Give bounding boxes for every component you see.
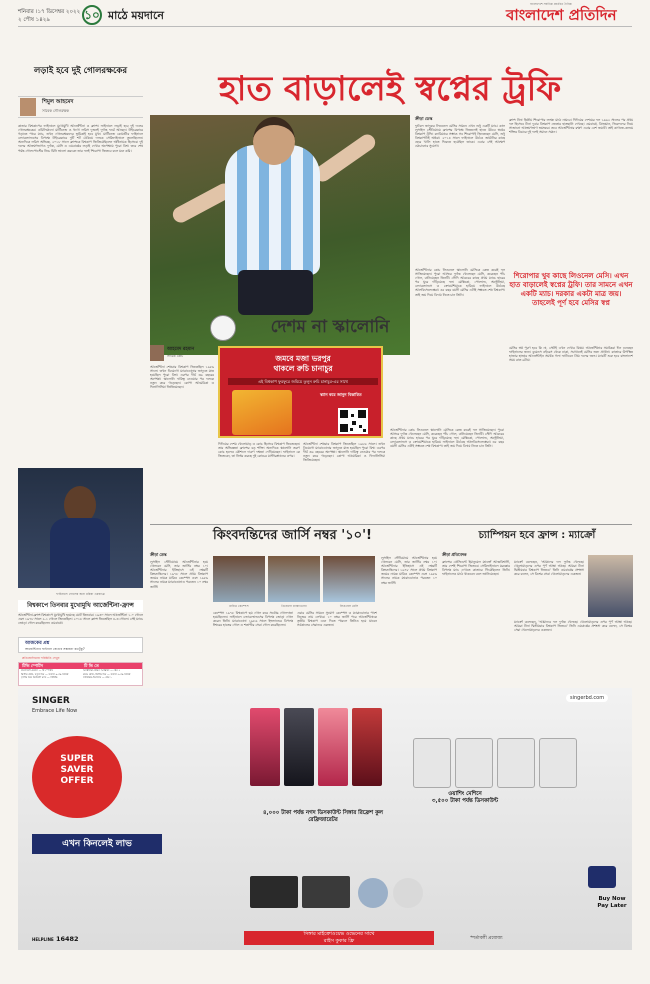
card-icon [588, 866, 616, 888]
main-col-4: মেসির স্বপ্ন পূরণ হবে কি না, সেটাই এখন দেখার বিষয়। আর্জেন্টিনার সমর্থকরা দিন গুনছেন ফাইনালের জন্য। বুয়েনস এইরেস থেকে ঢাকা, সবখানেই মেসির জন্য প্রার্থনা। কাতারে উপস্থিত হাজার হাজার আর্জেন্টাইন সমর্থক গলা ফাটাবেন প্রিয় দলের জন্য। ম্যাচটি শুরু হবে বাংলাদেশ সময় রাত ৯টায়। [509, 346, 633, 363]
schedule-row: বাংলাদেশ-ভারত — টি স্পোর্টস [21, 669, 54, 672]
schedule-row: অস্ট্রেলিয়া-দক্ষিণ আফ্রিকা — টেন ২ [83, 669, 121, 672]
france-col-1: ফ্রান্সের প্রেসিডেন্ট ইমানুয়েল ম্যাক্রোঁ আত্মবিশ্বাসী, তার দেশই শিরোপা জিতবে। সেমিফাইনালে মরক্কোর বিপক্ষে ম্যাচ দেখতে কাতারে গিয়েছিলেন তিনি। ফাইনালেও মাঠে থাকবেন বলে জানিয়েছেন। [442, 560, 510, 577]
caption-maradona: ডিয়েগো ম্যারাডোনা [281, 604, 307, 608]
player-shirt-shape [50, 518, 110, 588]
schedule-row: দ্বিতীয় টেস্ট, চতুর্থ দিন — সকাল ৯-৩০ মিনিট [21, 672, 69, 676]
left-column-body: কাতার বিশ্বকাপের ফাইনালে মুখোমুখি আর্জেন্টিনা ও ফ্রান্স। ফাইনালে লড়াই হবে দুই দলের গোলরক্ষকের। এমিলিয়ানো মার্টিনেজ ও হুগো লরিস দুজনই দুর্দান্ত ফর্মে আছেন। টাইব্রেকারে গড়াতে পারে ম্যাচ, তখন গোলরক্ষকদের ভূমিকাই হবে মুখ্য। মার্টিনেজ কোয়ার্টার ফাইনালে নেদারল্যান্ডসের বিপক্ষে টাইব্রেকারে দুটি শট ঠেকিয়ে দলকে সেমিফাইনালে তুলেছিলেন। অন্যদিকে লরিস অভিজ্ঞ, ২০১৮ সালে ফ্রান্সকে বিশ্বকাপ জিতিয়েছিলেন অধিনায়ক হিসেবে। দুই দলের আক্রমণভাগও দুর্দান্ত, মেসি ও এমবাপ্পের লড়াই দেখার অপেক্ষায় পুরো বিশ্ব। তবে শেষ পর্যন্ত গোলপোস্টের নিচে যিনি ভালো করবেন তার দলই শিরোপা জিতবে বলে মনে করি। [18, 124, 143, 153]
main-headline: হাত বাড়ালেই স্বপ্নের ট্রফি [218, 69, 562, 109]
badge-line-1: SUPER [60, 754, 94, 764]
sub-author-name: আহমেদ রহমান [167, 347, 195, 352]
ad-slogan-line-1: জমবে মজা ভরপুর [275, 354, 331, 363]
fridge-image-2 [284, 708, 314, 786]
fridge-image-3 [318, 708, 348, 786]
pull-quote: শিরোপার খুব কাছে লিওনেল মেসি। এখন হাত বাড়ালেই স্বপ্নের ট্রফি। তার সামনে এখন একটি ম্যাচ। দরকার একটা মাত্র জয়। তাহলেই পূর্ণ হবে মেসির স্বপ্ন [509, 272, 633, 307]
date-line-1: শনিবার ।১৭ ডিসেম্বর ২০২২ [18, 9, 81, 15]
snack-advertisement [218, 346, 383, 438]
tv-schedule-heading: টিভি স্পোর্টস [19, 663, 81, 669]
macron-photo [588, 555, 633, 617]
header-divider [18, 26, 632, 27]
sub-headline: দেশম না স্কালোনি [270, 317, 390, 337]
main-byline: ক্রীড়া ডেস্ক [415, 116, 433, 121]
info-box-title: বিশ্বকাপে তিনবার মুখোমুখি আর্জেন্টিনা-ফ্রান্স [18, 600, 143, 612]
fridge-offer-text: ৪,০০০ টাকা পর্যন্ত নগদ ডিসকাউন্ট সিঙ্গার রিফ্রেশ কুল রেফ্রিজারেটর [262, 810, 384, 823]
today-question-box [18, 637, 143, 653]
newspaper-logo: বাংলাদেশ প্রতিদিন [506, 6, 617, 24]
washer-offer-text: ৩,৫০০ টাকা পর্যন্ত ডিসকাউন্ট [431, 798, 499, 804]
washer-image-3 [497, 738, 535, 788]
author-role: সাবেক গোলরক্ষক [42, 108, 69, 113]
ribbon-line-2: রাইস কুকার ফ্রি [323, 938, 355, 944]
microwave-image-1 [250, 876, 298, 908]
date-line-2: ২ পৌষ ১৪২৯ [18, 17, 50, 23]
singer-tagline: Embrace Life Now [32, 708, 78, 714]
today-question-text: আর্জেন্টিনার ফাইনাল জেতার সম্ভাবনা কতটুকু? [25, 647, 85, 651]
super-saver-badge [32, 736, 122, 818]
tv-schedule2-heading: টি ভি তে [81, 663, 143, 669]
washer-image-4 [539, 738, 577, 788]
jersey-col-3: এবার মেসির সামনে সুযোগ কেম্পেস ও ম্যারাডোনার পাশে নিজের নাম লেখার। ১০ নম্বর জার্সি পরে আর্জেন্টিনাকে তৃতীয় বিশ্বকাপ এনে দিতে পারলে তিনিও হয়ে যাবেন সর্বকালের সেরাদের একজন। [297, 611, 377, 628]
badge-line-3: OFFER [60, 776, 94, 786]
jersey-col-1: লুসাইল স্টেডিয়ামে আর্জেন্টিনার হয়ে খেলবেন মেসি, তার জার্সির নম্বর ১০। আর্জেন্টিনার ইতিহাসে এই নম্বরটি কিংবদন্তিদের। ১৯৭৮ সালে প্রথম বিশ্বকাপ জয়ের নায়ক মারিও কেম্পেস এবং ১৯৮৬ সালের নায়ক ম্যারাডোনাও পরতেন ১০ নম্বর জার্সি। [150, 560, 208, 589]
info-box-body: আর্জেন্টিনা-ফ্রান্স বিশ্বকাপে মুখোমুখি হয়েছে মোট তিনবার। ১৯৩০ সালে আর্জেন্টিনা ১-০ গোলে এবং ১৯৭৮ সালে ২-১ গোলে জিতেছিল। ২০১৮ সালে ফ্রান্স জিতেছিল ৪-৩ গোলে। সেই ম্যাচে জোড়া গোল করেছিলেন এমবাপ্পে। [18, 613, 143, 626]
mbappe-photo [18, 468, 143, 588]
main-col-3: ফ্রান্স টানা দ্বিতীয় শিরোপার লক্ষ্যে মাঠে নামবে। দিদিয়ের দেশমের দল ১৯৬২ সালের পর প্রথম দল হিসেবে টানা দুবার বিশ্বকাপ জেতার হাতছানি দেখছে। এমবাপ্পে, গ্রিজমান, জিরুদদের নিয়ে সাজানো আক্রমণভাগ ভয়ংকর। তবে আর্জেন্টিনার রক্ষণ এবার বেশ জমাট। তাই কাগজে-কলমে শক্তির বিচারে দুই দলই সমানে সমান। [509, 118, 633, 135]
buy-now-pay-later: Buy Now Pay Later [597, 896, 627, 909]
france-byline: ক্রীড়া প্রতিবেদক [442, 552, 467, 557]
microwave-image-2 [302, 876, 350, 908]
today-question-label: আজকের প্রশ্ন [25, 641, 50, 646]
singer-url[interactable]: singerbd.com [566, 694, 608, 702]
tv-schedule2-column [81, 663, 143, 680]
main-col-2: আর্জেন্টিনার কোচ লিওনেল স্কালোনি মেসিকে কেন্দ্র করেই দল সাজিয়েছেন। পুরো আসরে দুর্দান্ত খেলেছেন মেসি, করেছেন পাঁচ গোল, বানিয়েছেন তিনটি। সৌদি আরবের কাছে প্রথম ম্যাচে হারের পর ঘুরে দাঁড়িয়েছে দল। মেক্সিকো, পোল্যান্ড, অস্ট্রেলিয়া, নেদারল্যান্ডস ও ক্রোয়েশিয়াকে হারিয়ে ফাইনালে উঠেছে আলবিসেলেস্তেরা। ৩৫ বছর বয়সী মেসির এটাই সম্ভবত শেষ বিশ্বকাপ। তাই জয় দিয়ে বিদায় নিতে চান তিনি। [415, 268, 505, 297]
contest-note: প্রতিযোগিতার পরিচিতি দেখুন [22, 656, 60, 660]
ribbon-line-1: সিঙ্গার মাইক্রোওয়েভ ওভেনের সাথে [303, 931, 375, 937]
sub-col-2: দিদিয়ের দেশম খেলোয়াড় ও কোচ হিসেবে বিশ্বকাপ জিতেছেন। তার অভিজ্ঞতা ফ্রান্সের বড় শক্তি। অন্যদিকে স্কালোনি তরুণ কোচ হলেও কৌশলে দারুণ দক্ষতা দেখিয়েছেন। ফাইনালে কে জিতবেন, তা নির্ভর করছে দুই কোচের মাস্টারপ্ল্যানের ওপর। [218, 442, 300, 459]
section-divider [150, 524, 632, 525]
player-arm-right [312, 131, 379, 184]
main-col-1: ফুটবল জাদুকর লিওনেল মেসির সামনে এখন শুধু একটি ম্যাচ। কাল লুসাইল স্টেডিয়ামে ফ্রান্সের বিপক্ষে জিতলেই হাতে উঠবে স্বপ্নের বিশ্বকাপ ট্রফি। ক্যারিয়ারে সম্ভাব্য সব শিরোপাই জিতেছেন মেসি, শুধু বিশ্বকাপটাই অধরা। ২০১৪ সালে ফাইনালে উঠেও জার্মানির কাছে হেরে খালি হাতে ফিরতে হয়েছিল তাকে। এবার সেই আক্ষেপ ঘোচানোর সুযোগ। [415, 124, 505, 149]
logo-tagline: বাংলাদেশে সর্বাধিক প্রচারিত দৈনিক [530, 2, 572, 6]
sub-col-3: আর্জেন্টিনা শেষবার বিশ্বকাপ জিতেছিল ১৯৮৬ সালে। তখন ডিয়েগো ম্যারাডোনার জাদুতে মাত হয়েছিল পুরো বিশ্ব। এরপর দীর্ঘ ৩৬ বছরের অপেক্ষা। স্কালোনি দায়িত্ব নেওয়ার পর দলকে নতুন করে গড়েছেন। কোপা আমেরিকা ও ফিনালিসিমা জিতিয়েছেন। [303, 442, 385, 463]
france-col-2: ম্যাক্রোঁ বলেছেন, 'আমাদের দল দুর্দান্ত খেলছে। খেলোয়াড়দের ওপর পূর্ণ আস্থা আছে। আমরা টানা দ্বিতীয়বার বিশ্বকাপ জিতব।' তিনি এমবাপ্পের প্রশংসা করে বলেন, সে বিশ্বের সেরা খেলোয়াড়দের একজন। [514, 560, 584, 577]
jersey-headline: কিংবদন্তিদের জার্সি নম্বর '১০'! [213, 528, 372, 543]
france-headline: চ্যাম্পিয়ন হবে ফ্রান্স : ম্যাক্রোঁ [478, 530, 596, 541]
fridge-image-1 [250, 708, 280, 786]
maradona-photo [268, 556, 320, 602]
qr-code-icon[interactable] [338, 408, 368, 434]
caption-messi: লিওনেল মেসি [339, 604, 359, 608]
rice-cooker-image-1 [358, 878, 388, 908]
kempes-photo [213, 556, 265, 602]
header-date [18, 8, 80, 24]
sub-author-avatar [150, 345, 164, 361]
singer-advertisement [18, 688, 632, 950]
schedule-row: পাকিস্তান-ইংল্যান্ড — টেন ১ [83, 676, 112, 680]
left-column-headline: লড়াই হবে দুই গোলরক্ষকের [33, 66, 128, 76]
singer-logo: SINGER [32, 696, 70, 706]
ad-slogan-line-2: থাকলে রুচি চানাচুর [273, 364, 333, 373]
messi-small-photo [323, 556, 375, 602]
terms-note: *শর্তাবলী প্রযোজ্য [470, 936, 503, 941]
schedule-row: প্রথম টেস্ট, দ্বিতীয় দিন — সকাল ৬-৩০ মিনিট [83, 672, 131, 676]
sub-col-1: আর্জেন্টিনা শেষবার বিশ্বকাপ জিতেছিল ১৯৮৬ সালে। তখন ডিয়েগো ম্যারাডোনার জাদুতে মাত হয়েছিল পুরো বিশ্ব। এরপর দীর্ঘ ৩৬ বছরের অপেক্ষা। স্কালোনি দায়িত্ব নেওয়ার পর দলকে নতুন করে গড়েছেন। কোপা আমেরিকা ও ফিনালিসিমা জিতিয়েছেন। [150, 365, 214, 390]
mbappe-caption: ফাইনালে গোলের জন্য মরিয়া এমবাপ্পে [56, 592, 105, 596]
helpline-label: HELPLINE [32, 937, 54, 942]
badge-line-2: SAVER [60, 765, 94, 775]
snack-pack-image [232, 390, 292, 435]
author-avatar [20, 98, 36, 116]
tv-schedule-panel [18, 662, 143, 686]
microwave-offer-ribbon [244, 931, 434, 945]
ad-subline: এই বিশ্বকাপ ফুরফুরে জমিয়ে তুলুন রুচি চানাচুর-এর সাথে [228, 378, 378, 385]
tv-schedule-column [19, 663, 81, 680]
fridge-image-4 [352, 708, 382, 786]
sub-author-role: সাবেক কোচ [167, 354, 184, 358]
washer-offer [410, 791, 520, 805]
ad-slogan [228, 354, 378, 374]
washer-image-2 [455, 738, 493, 788]
author-name: শিমুল আহমেদ [42, 99, 74, 105]
ad-scan-text: স্ক্যান করে জানুন বিস্তারিত [320, 392, 362, 397]
helpline-number[interactable]: 16482 [55, 935, 79, 943]
washer-offer-title: ওয়াশিং মেশিনে [448, 791, 482, 797]
player-shorts [238, 270, 313, 315]
jersey-col-2: কেম্পেস ১৯৭৮ বিশ্বকাপে ছয় গোল করে সর্বোচ্চ গোলদাতা হয়েছিলেন। ফাইনালে নেদারল্যান্ডসের বিপক্ষে জোড়া গোল করেন তিনি। ম্যারাডোনা ১৯৮৬ সালে ইংল্যান্ডের বিপক্ষে ঈশ্বরের হাতের গোল ও শতাব্দীর সেরা গোল করেছিলেন। [213, 611, 293, 628]
france-col-3: ম্যাক্রোঁ বলেছেন, 'আমাদের দল দুর্দান্ত খেলছে। খেলোয়াড়দের ওপর পূর্ণ আস্থা আছে। আমরা টানা দ্বিতীয়বার বিশ্বকাপ জিতব।' তিনি এমবাপ্পের প্রশংসা করে বলেন, সে বিশ্বের সেরা খেলোয়াড়দের একজন। [514, 620, 632, 633]
player-head [253, 117, 295, 165]
helpline [32, 935, 79, 943]
author-box [18, 96, 143, 118]
rice-cooker-image-2 [393, 878, 423, 908]
main-col-5: আর্জেন্টিনার কোচ লিওনেল স্কালোনি মেসিকে কেন্দ্র করেই দল সাজিয়েছেন। পুরো আসরে দুর্দান্ত খেলেছেন মেসি, করেছেন পাঁচ গোল, বানিয়েছেন তিনটি। সৌদি আরবের কাছে প্রথম ম্যাচে হারের পর ঘুরে দাঁড়িয়েছে দল। মেক্সিকো, পোল্যান্ড, অস্ট্রেলিয়া, নেদারল্যান্ডস ও ক্রোয়েশিয়াকে হারিয়ে ফাইনালে উঠেছে আলবিসেলেস্তেরা। ৩৫ বছর বয়সী মেসির এটাই সম্ভবত শেষ বিশ্বকাপ। তাই জয় দিয়ে বিদায় নিতে চান তিনি। [390, 428, 504, 449]
section-title: মাঠে ময়দানে [108, 9, 164, 22]
jersey-col-4: লুসাইল স্টেডিয়ামে আর্জেন্টিনার হয়ে খেলবেন মেসি, তার জার্সির নম্বর ১০। আর্জেন্টিনার ইতিহাসে এই নম্বরটি কিংবদন্তিদের। ১৯৭৮ সালে প্রথম বিশ্বকাপ জয়ের নায়ক মারিও কেম্পেস এবং ১৯৮৬ সালের নায়ক ম্যারাডোনাও পরতেন ১০ নম্বর জার্সি। [381, 556, 437, 585]
schedule-row: তৃতীয় স্থান নির্ধারণী ম্যাচ — বিটিভি [21, 676, 58, 680]
page-number: ১০ [82, 5, 102, 25]
jersey-byline: ক্রীড়া ডেস্ক [150, 552, 167, 557]
now-buy-banner: এখন কিনলেই লাভ [32, 834, 162, 854]
washer-image-1 [413, 738, 451, 788]
caption-kempes: মারিও কেম্পেস [229, 604, 249, 608]
